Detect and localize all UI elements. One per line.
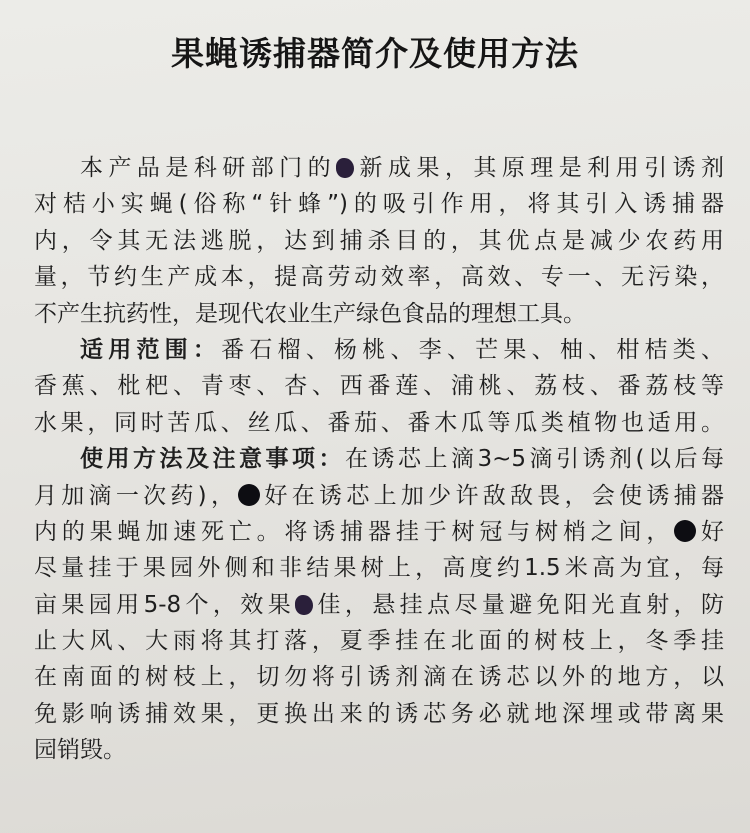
usage-text: 佳，悬挂点尽量避免阳光直射，防: [313, 591, 724, 618]
usage-line-5: [34, 587, 724, 623]
document-body: [34, 150, 724, 769]
ink-blot: [674, 520, 696, 542]
usage-line-7: 在南面的树枝上，切勿将引诱剂滴在诱芯以外的地方，以: [34, 664, 724, 691]
usage-line-2: [34, 478, 724, 514]
intro-line-4: 量，节约生产成本，提高劳动效率，高效、专一、无污染，: [34, 264, 724, 291]
usage-line-1: [34, 441, 724, 477]
usage-text: 在诱芯上滴3~5滴引诱剂(以后每: [345, 446, 725, 473]
ink-blot: [238, 484, 260, 506]
scope-text: 番石榴、杨桃、李、芒果、柚、柑桔类、: [221, 336, 725, 363]
ink-blot: [295, 595, 313, 615]
intro-text: 新成果，其原理是利用引诱剂: [354, 155, 725, 181]
scope-line-1: [34, 332, 724, 368]
intro-line-3: 内，令其无法逃脱，达到捕杀目的，其优点是减少农药用: [34, 227, 724, 254]
scope-line-3: 水果，同时苦瓜、丝瓜、番茄、番木瓜等瓜类植物也适用。: [34, 409, 724, 436]
usage-line-8: 免影响诱捕效果，更换出来的诱芯务必就地深埋或带离果: [34, 700, 724, 727]
usage-text: 内的果蝇加速死亡。将诱捕器挂于树冠与树梢之间，: [34, 518, 675, 545]
usage-line-3: [34, 514, 724, 550]
usage-line-6: 止大风、大雨将其打落，夏季挂在北面的树枝上，冬季挂: [34, 628, 724, 655]
usage-text: 亩果园用5-8个，效果: [34, 591, 296, 618]
intro-line-5: 不产生抗药性，是现代农业生产绿色食品的理想工具。: [34, 300, 586, 327]
usage-text: 月加滴一次药)，: [34, 482, 239, 509]
scope-heading: 适用范围：: [80, 336, 222, 363]
usage-text: 好: [696, 518, 725, 545]
ink-blot: [336, 158, 354, 178]
usage-line-4: 尽量挂于果园外侧和非结果树上，高度约1.5米高为宜，每: [34, 555, 724, 582]
usage-line-9: 园销毁。: [34, 737, 126, 764]
usage-heading: 使用方法及注意事项：: [80, 446, 345, 473]
intro-line-1: [34, 150, 724, 186]
usage-text: 好在诱芯上加少许敌敌畏，会使诱捕器: [260, 482, 724, 509]
scope-line-2: 香蕉、枇杷、青枣、杏、西番莲、浦桃、荔枝、番荔枝等: [34, 373, 724, 400]
document-title: 果蝇诱捕器简介及使用方法: [171, 34, 579, 73]
intro-text: 本产品是科研部门的: [80, 155, 337, 181]
intro-line-2: 对桔小实蝇(俗称“针蜂”)的吸引作用，将其引入诱捕器: [34, 191, 724, 218]
